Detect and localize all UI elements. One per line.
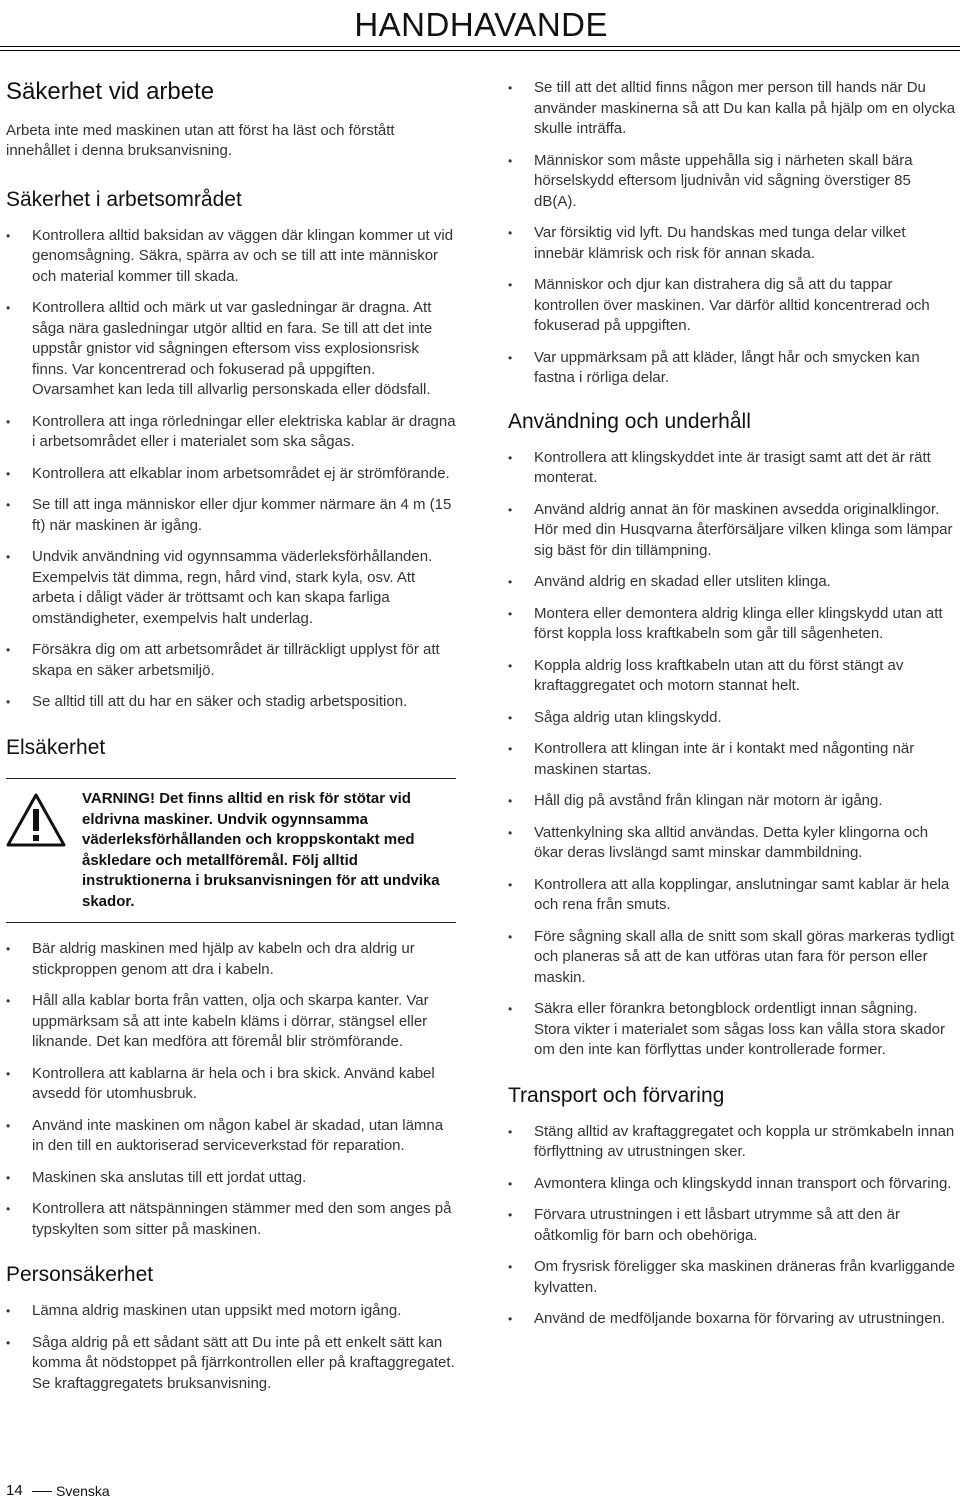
- header-rule-top: [0, 46, 960, 47]
- section-title-personsakerhet: Personsäkerhet: [6, 1263, 154, 1287]
- list-item: • Var uppmärksam på att kläder, långt hår och smycken kan fastna i rörliga delar.: [508, 348, 956, 389]
- list-item: • Använd de medföljande boxarna för förvaring av utrustningen.: [508, 1309, 956, 1330]
- list-item: • Förvara utrustningen i ett låsbart utrymme så att den är oåtkomlig för barn och obehöriga.: [508, 1205, 956, 1246]
- page-number: 14: [6, 1482, 23, 1498]
- list-item: • Människor som måste uppehålla sig i närheten skall bära hörselskydd eftersom ljudnivån vid sågning överstiger 85 dB(A).: [508, 151, 956, 213]
- list-item: • Se till att det alltid finns någon mer person till hands när Du använder maskinerna så att Du kan kalla på hjälp om en olycka skulle inträffa.: [508, 78, 956, 140]
- list-item: • Såga aldrig utan klingskydd.: [508, 708, 956, 729]
- left-column: [6, 72, 456, 1405]
- list-item: • Undvik användning vid ogynnsamma väderleksförhållanden. Exempelvis tät dimma, regn, hård vind, stark kyla, osv. Att arbeta i dåligt väder är tröttsamt och kan skapa farliga omständigheter, exempelvis halt underlag.: [6, 547, 456, 629]
- anvandning-list: [508, 448, 956, 1061]
- personsakerhet-list-continued: [508, 78, 956, 389]
- warning-box: [6, 778, 456, 923]
- personsakerhet-list: [6, 1301, 456, 1394]
- list-item: • Kontrollera att kablarna är hela och i bra skick. Använd kabel avsedd för utomhusbruk.: [6, 1064, 456, 1105]
- list-item: • Lämna aldrig maskinen utan uppsikt med motorn igång.: [6, 1301, 456, 1322]
- list-item: • Såga aldrig på ett sådant sätt att Du inte på ett enkelt sätt kan komma åt nödstoppet på fjärrkontrollen eller på kraftaggregatet. Se kraftaggregatets bruksanvisning.: [6, 1333, 456, 1395]
- list-item: • Kontrollera att alla kopplingar, anslutningar samt kablar är hela och rena från smuts.: [508, 875, 956, 916]
- list-item: • Stäng alltid av kraftaggregatet och koppla ur strömkabeln innan förflyttning av utrustningen sker.: [508, 1122, 956, 1163]
- warning-text: VARNING! Det finns alltid en risk för stötar vid eldrivna maskiner. Undvik ogynnsamma väderleksförhållanden och kroppskontakt med åskledare och metallföremål. Följ alltid instruktionerna i bruksanvisningen för att undvika skador.: [82, 790, 440, 910]
- right-column: [508, 78, 956, 1341]
- elsakerhet-list: [6, 939, 456, 1240]
- list-item: • Kontrollera att nätspänningen stämmer med den som anges på typskylten som sitter på maskinen.: [6, 1199, 456, 1240]
- list-item: • Kontrollera att klingan inte är i kontakt med någonting när maskinen startas.: [508, 739, 956, 780]
- section-title-anvandning-och-underhall: Användning och underhåll: [508, 409, 751, 433]
- footer-language: Svenska: [56, 1483, 110, 1498]
- list-item: • Se alltid till att du har en säker och stadig arbetsposition.: [6, 692, 456, 713]
- list-item: • Använd aldrig en skadad eller utsliten klinga.: [508, 572, 956, 593]
- footer-dash: [32, 1491, 52, 1492]
- list-item: • Kontrollera alltid och märk ut var gasledningar är dragna. Att såga nära gasledningar utgör alltid en fara. Se till att det inte uppstår gnistor vid sågningen eftersom viss explosionsrisk finns. Var koncentrerad och fokuserad på uppgiften. Ovarsamhet kan leda till allvarlig personskada eller dödsfall.: [6, 298, 456, 401]
- list-item: • Vattenkylning ska alltid användas. Detta kyler klingorna och ökar deras livslängd samt minskar dammbildning.: [508, 823, 956, 864]
- list-item: • Bär aldrig maskinen med hjälp av kabeln och dra aldrig ur stickproppen genom att dra i kabeln.: [6, 939, 456, 980]
- list-item: • Koppla aldrig loss kraftkabeln utan att du först stängt av kraftaggregatet och motorn stannat helt.: [508, 656, 956, 697]
- list-item: • Montera eller demontera aldrig klinga eller klingskydd utan att först koppla loss kraftkabeln som går till sågenheten.: [508, 604, 956, 645]
- list-item: • Före sågning skall alla de snitt som skall göras markeras tydligt och planeras så att de kan utföras utan fara för person eller maskin.: [508, 927, 956, 989]
- list-item: • Kontrollera alltid baksidan av väggen där klingan kommer ut vid genomsågning. Säkra, spärra av och se till att inte människor och material kommer till skada.: [6, 226, 456, 288]
- section-title-elsakerhet: Elsäkerhet: [6, 735, 106, 759]
- page-header-title: HANDHAVANDE: [354, 6, 608, 43]
- arbetsomradet-list: [6, 226, 456, 713]
- list-item: • Använd inte maskinen om någon kabel är skadad, utan lämna in den till en auktoriserad serviceverkstad för reparation.: [6, 1116, 456, 1157]
- list-item: • Håll dig på avstånd från klingan när motorn är igång.: [508, 791, 956, 812]
- list-item: • Använd aldrig annat än för maskinen avsedda originalklingor. Hör med din Husqvarna återförsäljare vilken klinga som lämpar sig bäst för din tillämpning.: [508, 500, 956, 562]
- list-item: • Avmontera klinga och klingskydd innan transport och förvaring.: [508, 1174, 956, 1195]
- header-rule-bottom: [0, 50, 960, 51]
- section-title-sakerhet-vid-arbete: Säkerhet vid arbete: [6, 78, 215, 105]
- list-item: • Försäkra dig om att arbetsområdet är tillräckligt upplyst för att skapa en säker arbetsmiljö.: [6, 640, 456, 681]
- list-item: • Kontrollera att elkablar inom arbetsområdet ej är strömförande.: [6, 464, 456, 485]
- list-item: • Kontrollera att klingskyddet inte är trasigt samt att det är rätt monterat.: [508, 448, 956, 489]
- intro-paragraph: Arbeta inte med maskinen utan att först ha läst och förstått innehållet i denna bruksanvisning.: [6, 121, 395, 159]
- list-item: • Människor och djur kan distrahera dig så att du tappar kontrollen över maskinen. Var därför alltid koncentrerad och fokuserad på uppgiften.: [508, 275, 956, 337]
- list-item: • Säkra eller förankra betongblock ordentligt innan sågning. Stora vikter i materialet som sågas loss kan vålla stora skador om den inte kan förflyttas under kontrollerade former.: [508, 999, 956, 1061]
- list-item: • Maskinen ska anslutas till ett jordat uttag.: [6, 1168, 456, 1189]
- list-item: • Se till att inga människor eller djur kommer närmare än 4 m (15 ft) när maskinen är igång.: [6, 495, 456, 536]
- list-item: • Håll alla kablar borta från vatten, olja och skarpa kanter. Var uppmärksam så att inte kabeln kläms i dörrar, stängsel eller liknande. Det kan medföra att föremål blir strömförande.: [6, 991, 456, 1053]
- list-item: • Kontrollera att inga rörledningar eller elektriska kablar är dragna i arbetsområdet eller i materialet som ska sågas.: [6, 412, 456, 453]
- section-title-arbetsomradet: Säkerhet i arbetsområdet: [6, 187, 242, 211]
- section-title-transport-och-forvaring: Transport och förvaring: [508, 1083, 725, 1107]
- transport-list: [508, 1122, 956, 1330]
- warning-triangle-icon: [6, 789, 82, 852]
- list-item: • Var försiktig vid lyft. Du handskas med tunga delar vilket innebär klämrisk och risk för annan skada.: [508, 223, 956, 264]
- list-item: • Om frysrisk föreligger ska maskinen dräneras från kvarliggande kylvatten.: [508, 1257, 956, 1298]
